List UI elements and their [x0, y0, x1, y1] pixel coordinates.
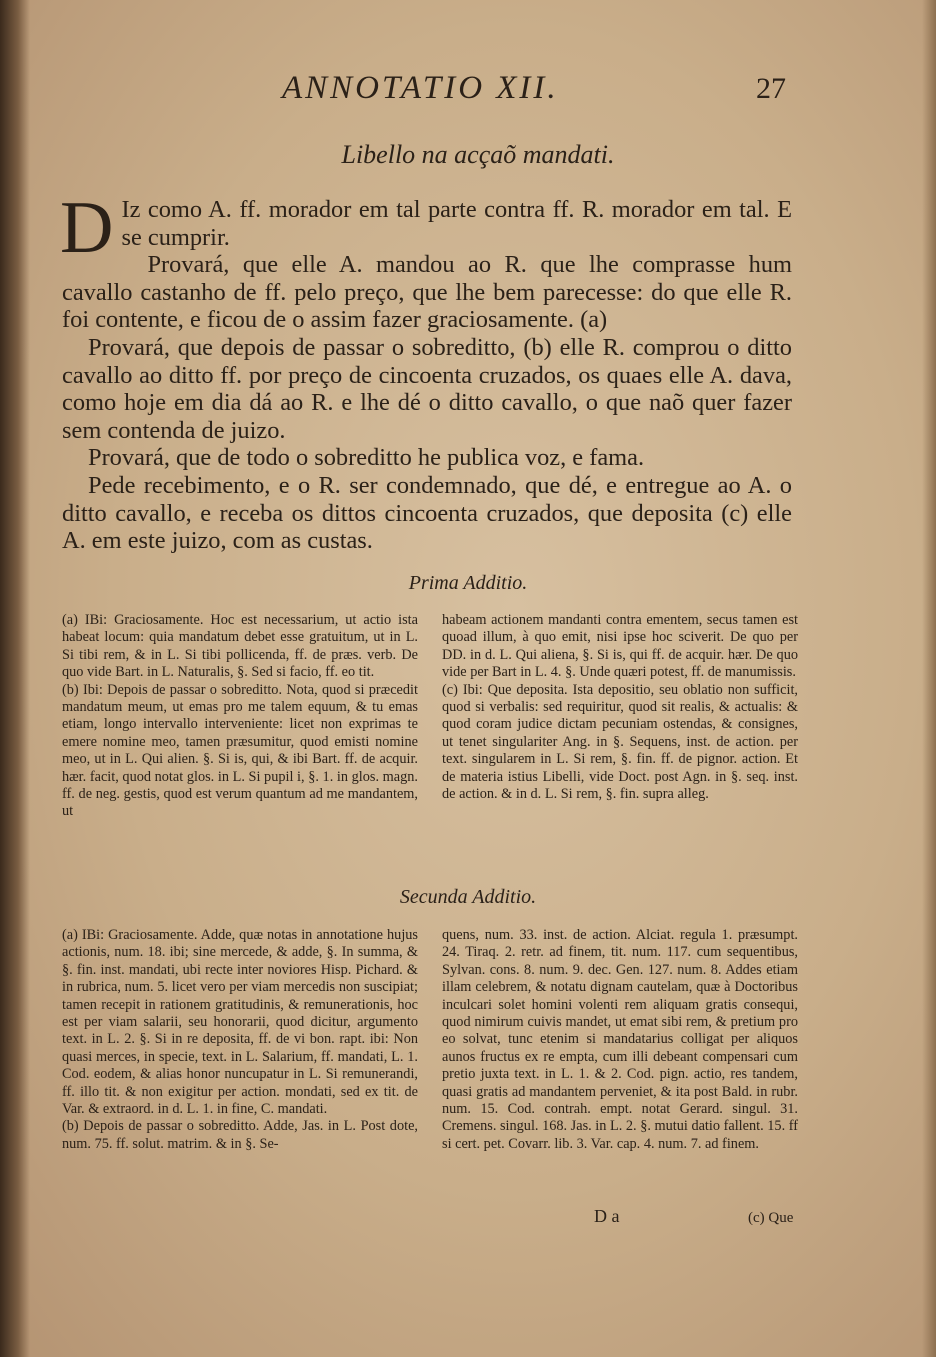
main-text	[60, 187, 792, 555]
main-paragraph: Provará, que depois de passar o sobreditto, (b) elle R. comprou o ditto cavallo ao ditto ff. por preço de cincoenta cruzados, os quaes elle A. dava, como hoje em dia dá ao R. e lhe dé o ditto cavallo, o que naõ quer fazer sem contenda de juizo.	[62, 333, 792, 444]
page-edge	[922, 0, 936, 1357]
page-number: 27	[756, 72, 786, 105]
note-paragraph: habeam actionem mandanti contra ementem, secus tamen est quoad illum, à quo emit, nisi ipse hoc sciverit. De quo per DD. in d. L. Qui aliena, §. Si is, qui ff. de acquir. hær. De quo vide per Bart in L. 4. §. Unde quæri potest, ff. de manumissis.	[442, 612, 798, 681]
running-title: ANNOTATIO XII.	[282, 70, 559, 106]
secunda-left-column	[62, 927, 418, 1153]
catchword: (c) Que	[748, 1210, 794, 1226]
prima-left-column	[62, 612, 418, 821]
note-paragraph: (b) Depois de passar o sobreditto. Adde, Jas. in L. Post dote, num. 75. ff. solut. matrim. & in §. Se-	[62, 1118, 418, 1152]
main-paragraph: Provará, que de todo o sobreditto he publica voz, e fama.	[88, 444, 645, 472]
binding-gutter	[0, 0, 30, 1357]
page-header	[0, 70, 936, 120]
note-paragraph: (c) Ibi: Que deposita. Ista depositio, seu oblatio non sufficit, quod si verbalis: sed requiritur, quod sit realis, & actualis: & quod coram judice dictam pecuniam ostendas, & consignes, ut tenet singulariter Ang. in §. Sequens, inst. de action. per text. singularem in L. Si rem, §. fin. ff. de pignor. action. Et de materia istius Libelli, vide Doct. post Agn. in §. seq. inst. de action. & in d. L. Si rem, §. fin. supra alleg.	[442, 681, 798, 803]
note-paragraph: (a) IBi: Graciosamente. Hoc est necessarium, ut actio ista habeat locum: quia mandatum debet esse gratuitum, ut in L. Si tibi rem, & in L. Si tibi pollicenda, ff. de præs. verb. De quo vide Bart. in L. Naturalis, §. Sed si facio, ff. eo tit.	[62, 612, 418, 681]
note-paragraph: (a) IBi: Graciosamente. Adde, quæ notas in annotatione hujus actionis, num. 18. ibi; sine mercede, & adde, §. In summa, & §. fin. inst. mandati, ubi recte inter noviores Hisp. Pichard. & in rubrica, num. 5. licet vero per viam mercedis non suscipiat; tamen recepit in rationem gratitudinis, & remunerationis, hoc est per viam salarii, seu honorarii, quod dicitur, argumento text. in L. 2. §. Si in re deposita, ff. de vi bon. rapt. ibi: Non quasi merces, in specie, text. in L. Salarium, ff. mandati, L. 1. Cod. eodem, & alias honor nuncupatur in L. Si remunerandi, ff. illo tit. & non exigitur per action. mondati, sed ex tit. de Var. & extraord. in d. L. 1. in fine, C. mandati.	[62, 927, 418, 1118]
section-title: Libello na acçaõ mandati.	[341, 140, 615, 169]
note-paragraph: (b) Ibi: Depois de passar o sobreditto. Nota, quod si præcedit mandatum meum, ut emas pro me talem equum, & tu emas etiam, longo intervallo interveniente: licet non exprimas te emere nomine meo, tamen præsumitur, quod emisti nomine meo, ut in L. Qui alien. §. Si is, qui, & ibi Bart. ff. de acquir. hær. facit, quod notat glos. in L. Si pupil i, §. 1. in glos. magn. ff. de neg. gestis, quod est verum quantum ad me mandantem, ut	[62, 681, 418, 820]
main-paragraph: Pede recebimento, e o R. ser condemnado, que dé, e entregue ao A. o ditto cavallo, e receba os dittos cincoenta cruzados, que deposita (c) elle A. em este juizo, com as custas.	[62, 471, 792, 555]
secunda-additio-heading: Secunda Additio.	[399, 886, 537, 908]
main-paragraph: Provará, que elle A. mandou ao R. que lhe comprasse hum cavallo castanho de ff. pelo preço, que lhe bem parecesse: do que elle R. foi contente, e ficou de o assim fazer graciosamente. (a)	[62, 251, 792, 334]
note-paragraph: quens, num. 33. inst. de action. Alciat. regula 1. præsumpt. 24. Tiraq. 2. retr. ad finem, tit. num. 117. cum sequentibus, Sylvan. cons. 8. num. 9. dec. Gen. 127. num. 8. Addes etiam illam celebrem, & notatu dignam cautelam, quæ à Doctoribus inculcari solet homini volenti rem aliquam gratis consequi, quod nimirum cuivis mandet, ut emat sibi rem, & pretium pro eo solvat, tunc etenim si mandatarius colligat per aliquos aunos fructus ex re empta, cum illi debeant compensari cum pretio juxta text. in L. 1. & 2. Cod. pign. actio, res tandem, quasi gratis ad mandantem perveniet, & ita post Bald. in rubr. num. 15. Cod. contrah. empt. notat Gerard. singul. 31. Cremens. singul. 168. Jas. in L. 2. §. mutui datio fallent. 15. ff si cert. pet. Covarr. lib. 3. Var. cap. 4. num. 7. ad finem.	[442, 927, 798, 1152]
main-paragraph: D Iz como A. ff. morador em tal parte contra ff. R. morador em tal. E se cumprir.	[60, 187, 792, 269]
prima-right-column	[442, 612, 798, 803]
prima-additio-heading: Prima Additio.	[408, 572, 528, 594]
drop-cap: D	[60, 187, 114, 269]
signature-mark: D a	[594, 1206, 620, 1226]
secunda-right-column	[442, 927, 798, 1153]
